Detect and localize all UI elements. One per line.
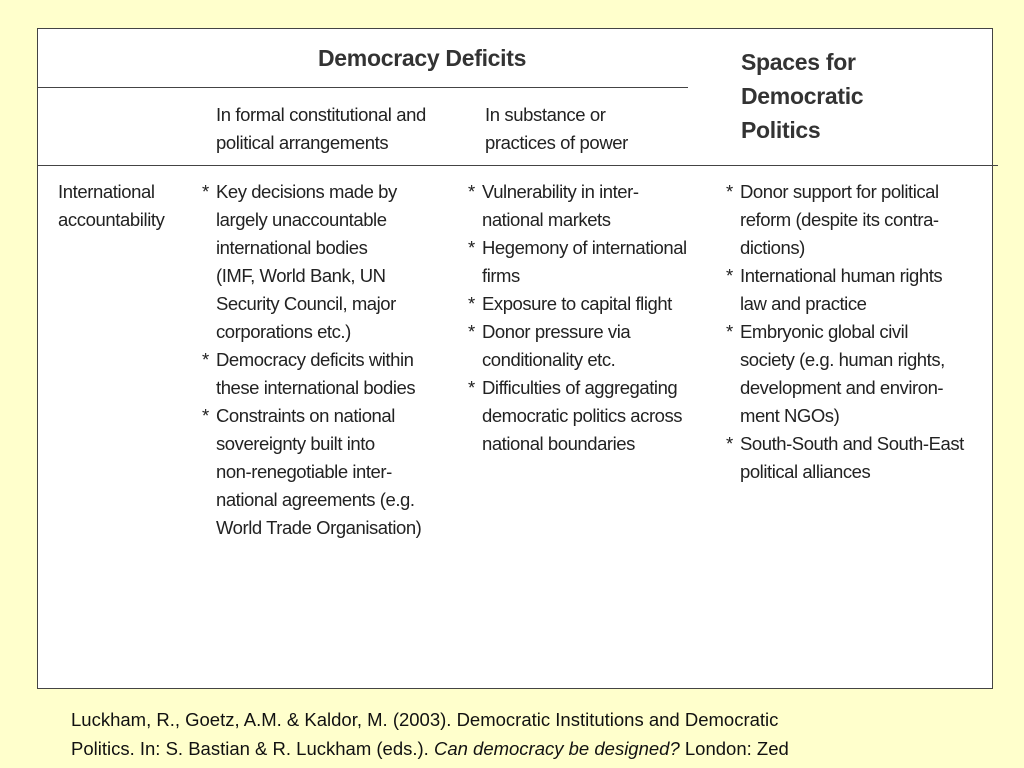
citation-line-2-prefix: Politics. In: S. Bastian & R. Luckham (eds.).	[71, 738, 434, 759]
item-line: conditionality etc.	[482, 349, 616, 370]
list-item	[202, 346, 421, 402]
bullet-marker: *	[468, 237, 475, 258]
item-line: law and practice	[740, 293, 867, 314]
bullet-marker: *	[726, 321, 733, 342]
bullet-marker: *	[468, 293, 475, 314]
item-line: Hegemony of international	[482, 237, 687, 258]
row-label-international-accountability	[58, 178, 165, 234]
formal-items-column	[202, 178, 421, 542]
subheading-line: In substance or	[485, 104, 606, 125]
item-line: World Trade Organisation)	[216, 517, 422, 538]
bullet-marker: *	[726, 433, 733, 454]
item-line: Difficulties of aggregating	[482, 377, 678, 398]
item-line: democratic politics across	[482, 405, 683, 426]
item-line: corporations etc.)	[216, 321, 351, 342]
democracy-table	[37, 28, 993, 689]
list-item	[468, 318, 687, 374]
spaces-items-column	[726, 178, 964, 486]
item-line: Exposure to capital flight	[482, 293, 672, 314]
subheader-divider	[38, 165, 998, 166]
header-divider	[38, 87, 688, 88]
list-item	[726, 318, 964, 430]
item-line: non-renegotiable inter-	[216, 461, 392, 482]
bullet-marker: *	[202, 349, 209, 370]
item-line: ment NGOs)	[740, 405, 840, 426]
bullet-marker: *	[468, 377, 475, 398]
list-item	[726, 262, 964, 318]
row-label-line: International	[58, 181, 155, 202]
item-line: Democracy deficits within	[216, 349, 414, 370]
item-line: Embryonic global civil	[740, 321, 908, 342]
bullet-marker: *	[468, 181, 475, 202]
list-item	[468, 290, 687, 318]
item-line: sovereignty built into	[216, 433, 375, 454]
list-item	[468, 374, 687, 458]
substance-practices-subheading	[485, 101, 628, 157]
item-line: Key decisions made by	[216, 181, 397, 202]
item-line: development and environ-	[740, 377, 944, 398]
spaces-heading-line: Politics	[741, 117, 821, 143]
item-line: these international bodies	[216, 377, 416, 398]
bullet-marker: *	[726, 265, 733, 286]
bullet-marker: *	[468, 321, 475, 342]
spaces-heading	[741, 45, 863, 147]
bullet-marker: *	[726, 181, 733, 202]
list-item	[726, 178, 964, 262]
formal-arrangements-subheading	[216, 101, 426, 157]
item-line: national markets	[482, 209, 611, 230]
item-line: (IMF, World Bank, UN	[216, 265, 386, 286]
item-line: firms	[482, 265, 520, 286]
spaces-heading-line: Democratic	[741, 83, 864, 109]
subheading-line: In formal constitutional and	[216, 104, 426, 125]
substance-items-column	[468, 178, 687, 458]
item-line: reform (despite its contra-	[740, 209, 939, 230]
citation-line-2	[71, 734, 789, 763]
item-line: national agreements (e.g.	[216, 489, 415, 510]
citation-book-title: Can democracy be designed?	[433, 738, 680, 759]
spaces-heading-line: Spaces for	[741, 49, 856, 75]
item-line: South-South and South-East	[740, 433, 964, 454]
item-line: Donor support for political	[740, 181, 939, 202]
list-item	[202, 178, 421, 346]
list-item	[726, 430, 964, 486]
item-line: largely unaccountable	[216, 209, 387, 230]
item-line: Constraints on national	[216, 405, 395, 426]
bullet-marker: *	[202, 405, 209, 426]
citation	[71, 705, 789, 763]
item-line: dictions)	[740, 237, 805, 258]
list-item	[468, 234, 687, 290]
item-line: national boundaries	[482, 433, 635, 454]
item-line: society (e.g. human rights,	[740, 349, 945, 370]
list-item	[202, 402, 421, 542]
item-line: Security Council, major	[216, 293, 396, 314]
row-label-line: accountability	[58, 209, 165, 230]
citation-line-1: Luckham, R., Goetz, A.M. & Kaldor, M. (2003). Democratic Institutions and Democratic	[71, 709, 779, 730]
list-item	[468, 178, 687, 234]
item-line: Donor pressure via	[482, 321, 631, 342]
subheading-line: political arrangements	[216, 132, 389, 153]
democracy-deficits-heading: Democracy Deficits	[318, 45, 527, 71]
item-line: Vulnerability in inter-	[482, 181, 639, 202]
subheading-line: practices of power	[485, 132, 628, 153]
citation-line-2-suffix: London: Zed	[679, 738, 789, 759]
bullet-marker: *	[202, 181, 209, 202]
item-line: international bodies	[216, 237, 368, 258]
item-line: International human rights	[740, 265, 943, 286]
item-line: political alliances	[740, 461, 871, 482]
